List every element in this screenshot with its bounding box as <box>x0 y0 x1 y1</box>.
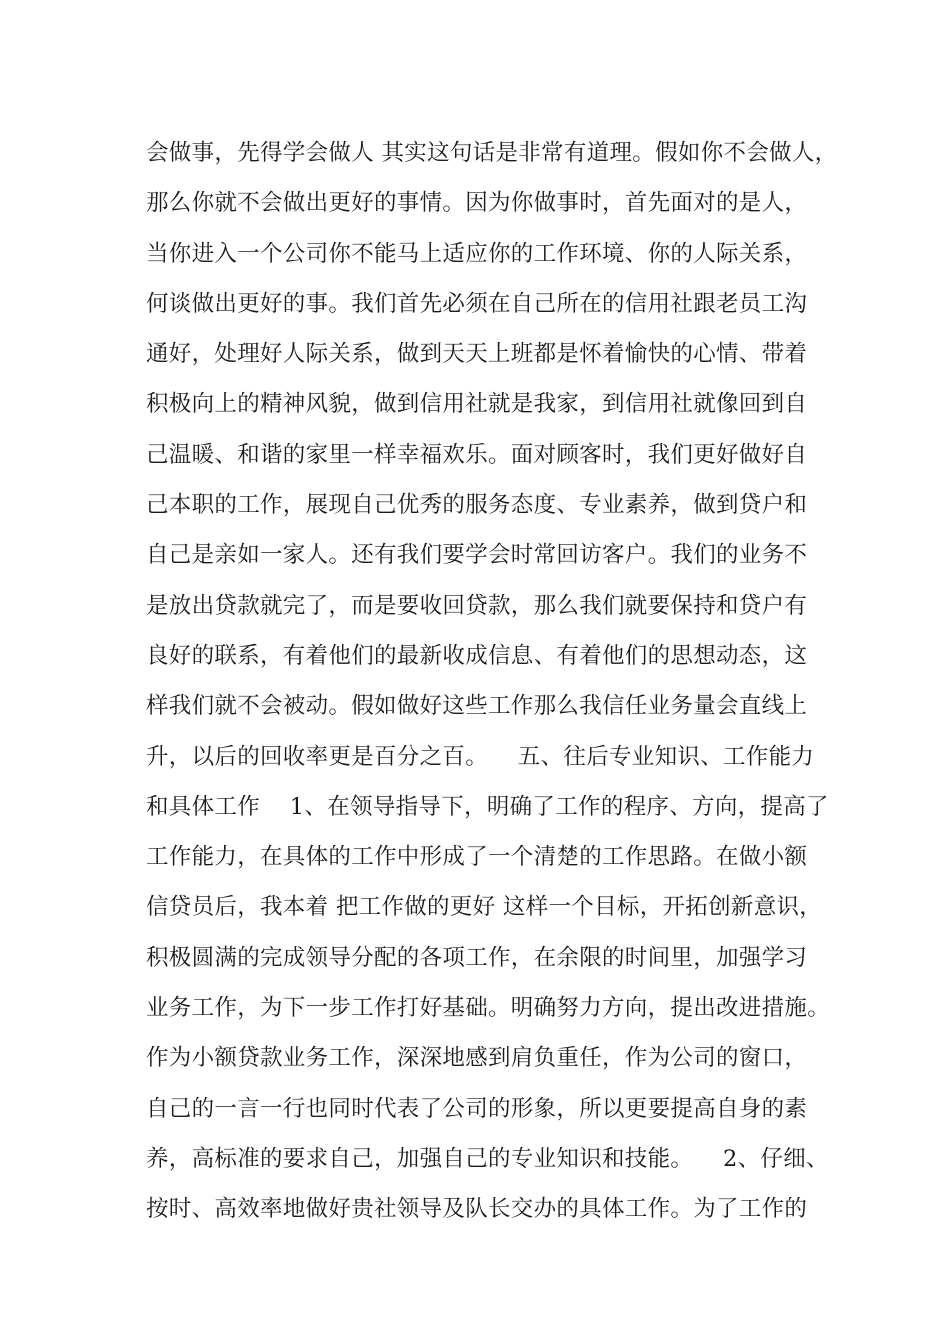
text-line: 良好的联系，有着他们的最新收成信息、有着他们的思想动态，这 <box>146 642 808 669</box>
body-text <box>146 128 846 1235</box>
text-line: 按时、高效率地做好贵社领导及队长交办的具体工作。为了工作的 <box>146 1196 808 1223</box>
text-line: 业务工作，为下一步工作打好基础。明确努力方向，提出改进措施。 <box>146 995 831 1022</box>
text-line: 作为小额贷款业务工作，深深地感到肩负重任，作为公司的窗口， <box>146 1045 808 1072</box>
text-line: 信贷员后，我本着 把工作做的更好 这样一个目标，开拓创新意识， <box>146 894 823 921</box>
text-line: 是放出贷款就完了，而是要收回贷款，那么我们就要保持和贷户有 <box>146 592 808 619</box>
text-line: 和具体工作 1、在领导指导下，明确了工作的程序、方向，提高了 <box>146 793 829 820</box>
text-line: 己温暖、和谐的家里一样幸福欢乐。面对顾客时，我们更好做好自 <box>146 441 808 468</box>
text-line: 己本职的工作，展现自己优秀的服务态度、专业素养，做到贷户和 <box>146 492 808 519</box>
text-line: 积极圆满的完成领导分配的各项工作，在余限的时间里，加强学习 <box>146 944 808 971</box>
text-line: 自己的一言一行也同时代表了公司的形象，所以更要提高自身的素 <box>146 1095 808 1122</box>
text-line: 何谈做出更好的事。我们首先必须在自己所在的信用社跟老员工沟 <box>146 290 808 317</box>
text-line: 自己是亲如一家人。还有我们要学会时常回访客户。我们的业务不 <box>146 542 808 569</box>
text-line: 那么你就不会做出更好的事情。因为你做事时，首先面对的是人， <box>146 190 808 217</box>
text-line: 积极向上的精神风貌，做到信用社就是我家，到信用社就像回到自 <box>146 391 808 418</box>
text-line: 通好，处理好人际关系，做到天天上班都是怀着愉快的心情、带着 <box>146 341 808 368</box>
text-line: 工作能力，在具体的工作中形成了一个清楚的工作思路。在做小额 <box>146 844 808 871</box>
text-line: 会做事，先得学会做人 其实这句话是非常有道理。假如你不会做人， <box>146 140 838 166</box>
text-line: 升，以后的回收率更是百分之百。 五、往后专业知识、工作能力 <box>146 743 815 770</box>
text-line: 样我们就不会被动。假如做好这些工作那么我信任业务量会直线上 <box>146 693 808 720</box>
text-line: 当你进入一个公司你不能马上适应你的工作环境、你的人际关系， <box>146 240 808 267</box>
text-line: 养，高标准的要求自己，加强自己的专业知识和技能。 2、仔细、 <box>146 1145 829 1172</box>
